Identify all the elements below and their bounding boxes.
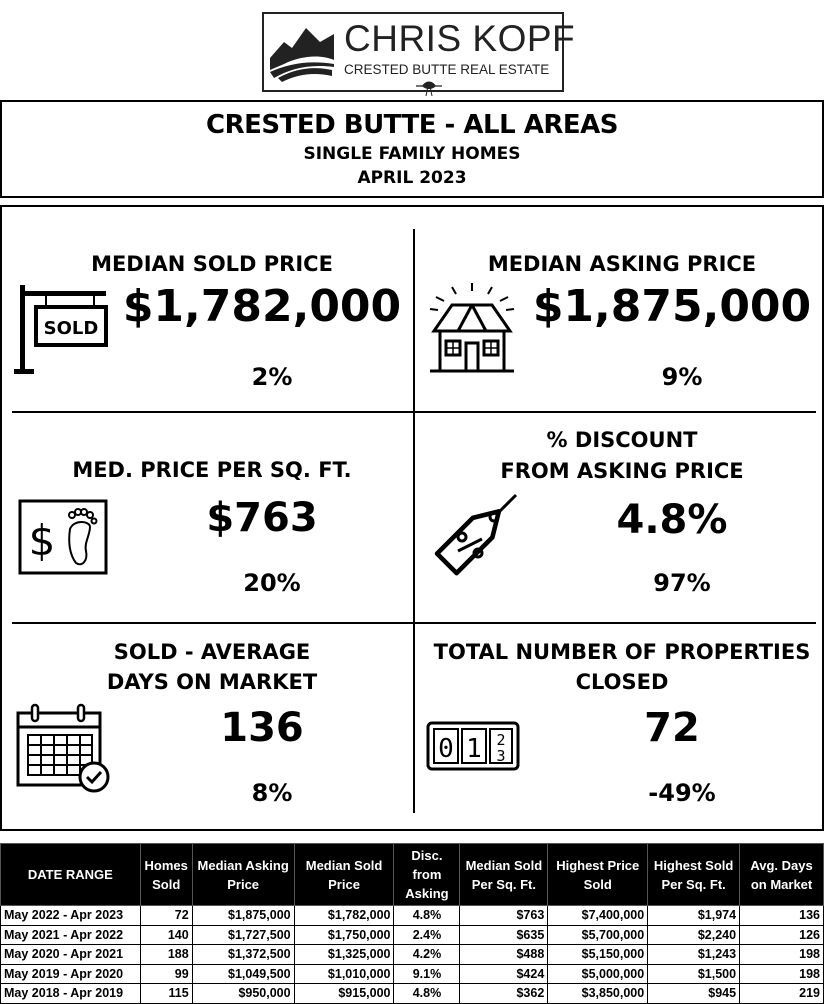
table-cell: May 2020 - Apr 2021 — [1, 945, 141, 965]
svg-text:2: 2 — [496, 731, 506, 749]
table-cell: 198 — [740, 964, 824, 984]
table-cell: $1,325,000 — [294, 945, 394, 965]
table-cell: 188 — [140, 945, 192, 965]
table-cell: 140 — [140, 925, 192, 945]
table-cell: $3,850,000 — [548, 984, 648, 1004]
column-header — [140, 844, 192, 906]
svg-text:$: $ — [28, 516, 56, 565]
report-period: APRIL 2023 — [357, 168, 467, 188]
report-header — [0, 100, 824, 198]
table-cell: 126 — [740, 925, 824, 945]
mountain-logo-icon — [270, 20, 334, 84]
table-cell: $1,875,000 — [192, 906, 294, 926]
table-cell: $763 — [460, 906, 548, 926]
table-row — [1, 945, 824, 965]
table-cell: 219 — [740, 984, 824, 1004]
table-row — [1, 906, 824, 926]
table-cell: 198 — [740, 945, 824, 965]
table-cell: $2,240 — [648, 925, 740, 945]
discount-value: 4.8% — [616, 497, 728, 543]
dom-value: 136 — [220, 705, 304, 751]
svg-text:1: 1 — [466, 734, 482, 764]
closed-value: 72 — [644, 705, 700, 751]
column-header — [648, 844, 740, 906]
table-row — [1, 984, 824, 1004]
table-cell: $915,000 — [294, 984, 394, 1004]
table-cell: May 2021 - Apr 2022 — [1, 925, 141, 945]
column-header-text: Disc. from — [411, 848, 443, 882]
table-cell: $488 — [460, 945, 548, 965]
column-header-text: Asking — [405, 886, 449, 901]
table-cell: $950,000 — [192, 984, 294, 1004]
svg-text:3: 3 — [496, 747, 506, 765]
table-cell: 4.8% — [394, 984, 460, 1004]
discount-label-line2: FROM ASKING PRICE — [500, 459, 744, 483]
column-header-text: Sold — [152, 876, 181, 892]
table-cell: $5,150,000 — [548, 945, 648, 965]
vertical-divider — [413, 229, 415, 813]
median-sold-label: MEDIAN SOLD PRICE — [91, 252, 333, 276]
table-cell: 115 — [140, 984, 192, 1004]
column-header-text: Avg. Days — [750, 857, 813, 873]
closed-label-line1: TOTAL NUMBER OF PROPERTIES — [433, 640, 811, 664]
column-header-text: Sold — [583, 876, 612, 892]
dom-label-line1: SOLD - AVERAGE — [113, 640, 311, 664]
discount-label-line1: % DISCOUNT — [546, 428, 698, 452]
dollar-footprint-icon — [18, 499, 108, 575]
column-header-text: Median Sold — [465, 857, 543, 873]
column-header-text: Price — [328, 876, 360, 892]
logo-subtitle: CRESTED BUTTE REAL ESTATE — [344, 62, 550, 77]
closed-label-line2: CLOSED — [575, 670, 669, 694]
table-cell: $1,974 — [648, 906, 740, 926]
counter-icon — [426, 721, 520, 771]
table-row — [1, 925, 824, 945]
median-asking-label: MEDIAN ASKING PRICE — [487, 252, 757, 276]
fly-ornament-icon — [414, 76, 444, 100]
table-cell: 9.1% — [394, 964, 460, 984]
table-cell: $1,750,000 — [294, 925, 394, 945]
discount-change: 97% — [653, 569, 711, 597]
table-cell: $945 — [648, 984, 740, 1004]
median-asking-change: 9% — [661, 363, 703, 391]
column-header — [548, 844, 648, 906]
column-header-text: Price — [227, 876, 260, 892]
table-cell: May 2019 - Apr 2020 — [1, 964, 141, 984]
column-header — [192, 844, 294, 906]
column-header-text: Per Sq. Ft. — [471, 876, 536, 892]
dom-label-line2: DAYS ON MARKET — [106, 670, 318, 694]
table-cell: $5,000,000 — [548, 964, 648, 984]
column-header — [460, 844, 548, 906]
closed-change: -49% — [648, 779, 716, 807]
table-cell: $635 — [460, 925, 548, 945]
table-cell: 99 — [140, 964, 192, 984]
price-per-sqft-label: MED. PRICE PER SQ. FT. — [72, 458, 352, 482]
svg-text:SOLD: SOLD — [43, 318, 99, 339]
table-cell: 72 — [140, 906, 192, 926]
history-table — [0, 843, 824, 1004]
median-sold-change: 2% — [251, 363, 293, 391]
svg-text:0: 0 — [438, 734, 454, 764]
table-body — [1, 906, 824, 1004]
column-header — [740, 844, 824, 906]
column-header-text: Highest Price — [556, 857, 640, 873]
report-title: CRESTED BUTTE - ALL AREAS — [206, 110, 618, 140]
table-cell: $7,400,000 — [548, 906, 648, 926]
horizontal-divider — [12, 622, 816, 624]
table-cell: $5,700,000 — [548, 925, 648, 945]
column-header-text: Homes — [144, 857, 188, 873]
table-cell: May 2018 - Apr 2019 — [1, 984, 141, 1004]
table-cell: $424 — [460, 964, 548, 984]
table-row — [1, 964, 824, 984]
logo-name: CHRIS KOPF — [344, 18, 576, 59]
stats-panel — [0, 205, 824, 831]
table-cell: 4.8% — [394, 906, 460, 926]
column-header — [394, 844, 460, 906]
column-header-text: Median Sold — [305, 857, 383, 873]
column-header — [294, 844, 394, 906]
discount-tag-icon — [422, 489, 522, 589]
table-cell: $1,010,000 — [294, 964, 394, 984]
table-cell: $1,372,500 — [192, 945, 294, 965]
column-header-text: Per Sq. Ft. — [661, 876, 726, 892]
brand-logo — [262, 12, 576, 92]
table-cell: $1,500 — [648, 964, 740, 984]
table-cell: May 2022 - Apr 2023 — [1, 906, 141, 926]
dom-change: 8% — [251, 779, 293, 807]
table-cell: $1,727,500 — [192, 925, 294, 945]
price-per-sqft-value: $763 — [206, 495, 318, 541]
column-header-text: Highest Sold — [653, 857, 734, 873]
calendar-check-icon — [14, 701, 112, 795]
table-cell: 4.2% — [394, 945, 460, 965]
table-cell: $1,243 — [648, 945, 740, 965]
horizontal-divider — [12, 411, 816, 413]
table-cell: 2.4% — [394, 925, 460, 945]
column-header — [1, 844, 141, 906]
median-sold-value: $1,782,000 — [122, 281, 402, 332]
house-icon — [422, 279, 522, 379]
table-cell: $362 — [460, 984, 548, 1004]
table-header-row — [1, 844, 824, 906]
price-per-sqft-change: 20% — [243, 569, 301, 597]
column-header-text: on Market — [750, 876, 813, 892]
column-header-text: Median Asking — [197, 857, 289, 873]
table-cell: 136 — [740, 906, 824, 926]
median-asking-value: $1,875,000 — [532, 281, 812, 332]
table-cell: $1,049,500 — [192, 964, 294, 984]
sold-sign-icon — [14, 281, 110, 377]
table-cell: $1,782,000 — [294, 906, 394, 926]
report-subtitle: SINGLE FAMILY HOMES — [303, 144, 521, 164]
column-header-text: DATE RANGE — [27, 867, 113, 882]
